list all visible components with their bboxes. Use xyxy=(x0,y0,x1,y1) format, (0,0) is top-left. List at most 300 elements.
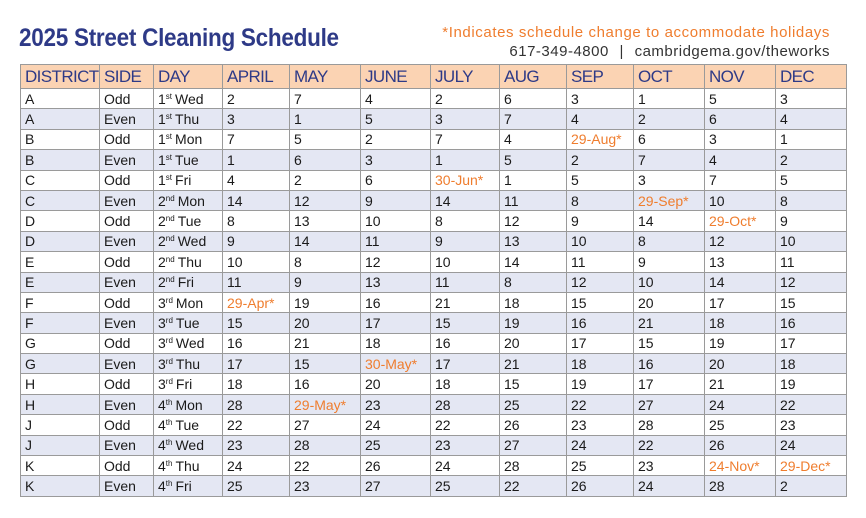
day-ordinal: 3 xyxy=(158,294,166,311)
date-cell: 10 xyxy=(567,231,634,251)
column-header-district: DISTRICT xyxy=(21,65,100,89)
date-cell: 21 xyxy=(500,354,567,374)
date-cell: 22 xyxy=(431,415,500,435)
date-cell: 15 xyxy=(223,313,290,333)
date-cell: 17 xyxy=(634,374,705,394)
table-row xyxy=(21,435,847,455)
date-cell: 17 xyxy=(223,354,290,374)
district-cell: B xyxy=(21,150,100,170)
date-cell: 4 xyxy=(705,150,776,170)
date-cell: 11 xyxy=(431,272,500,292)
date-cell: 20 xyxy=(634,292,705,312)
date-cell: 8 xyxy=(431,211,500,231)
date-cell: 8 xyxy=(223,211,290,231)
date-cell: 17 xyxy=(567,333,634,353)
date-cell: 2 xyxy=(431,89,500,109)
day-ordinal: 1 xyxy=(158,172,166,189)
date-cell: 23 xyxy=(361,394,431,414)
date-cell: 2 xyxy=(776,150,847,170)
date-cell: 6 xyxy=(500,89,567,109)
date-cell: 9 xyxy=(223,231,290,251)
side-cell: Even xyxy=(100,190,154,210)
column-header-april: APRIL xyxy=(223,65,290,89)
date-cell: 21 xyxy=(634,313,705,333)
side-cell: Even xyxy=(100,272,154,292)
date-cell: 26 xyxy=(361,456,431,476)
date-cell: 3 xyxy=(776,89,847,109)
date-cell: 9 xyxy=(634,252,705,272)
date-cell: 24 xyxy=(776,435,847,455)
table-row xyxy=(21,252,847,272)
date-cell: 30-Jun* xyxy=(431,170,500,190)
table-row xyxy=(21,354,847,374)
date-cell: 25 xyxy=(223,476,290,496)
day-cell xyxy=(154,333,223,353)
day-ordinal-suffix: th xyxy=(165,417,173,427)
day-ordinal-suffix: rd xyxy=(165,315,173,325)
date-cell: 15 xyxy=(431,313,500,333)
day-cell xyxy=(154,231,223,251)
date-cell: 25 xyxy=(431,476,500,496)
date-cell: 10 xyxy=(431,252,500,272)
date-cell: 14 xyxy=(500,252,567,272)
side-cell: Odd xyxy=(100,129,154,149)
side-cell: Odd xyxy=(100,415,154,435)
date-cell: 27 xyxy=(361,476,431,496)
date-cell: 14 xyxy=(705,272,776,292)
date-cell: 17 xyxy=(361,313,431,333)
column-header-june: JUNE xyxy=(361,65,431,89)
district-cell: E xyxy=(21,272,100,292)
side-cell: Odd xyxy=(100,333,154,353)
date-cell: 6 xyxy=(634,129,705,149)
column-header-sep: SEP xyxy=(567,65,634,89)
day-weekday: Wed xyxy=(175,437,205,454)
date-cell: 24 xyxy=(431,456,500,476)
day-ordinal-suffix: st xyxy=(165,91,173,101)
side-cell: Even xyxy=(100,435,154,455)
day-ordinal: 4 xyxy=(158,416,166,433)
table-row xyxy=(21,394,847,414)
date-cell: 10 xyxy=(634,272,705,292)
day-ordinal: 1 xyxy=(158,151,166,168)
date-cell: 18 xyxy=(776,354,847,374)
date-cell: 20 xyxy=(500,333,567,353)
side-cell: Odd xyxy=(100,170,154,190)
district-cell: H xyxy=(21,394,100,414)
date-cell: 12 xyxy=(776,272,847,292)
district-cell: A xyxy=(21,89,100,109)
date-cell: 15 xyxy=(634,333,705,353)
day-ordinal-suffix: nd xyxy=(165,193,175,203)
day-cell xyxy=(154,89,223,109)
date-cell: 14 xyxy=(431,190,500,210)
date-cell: 27 xyxy=(290,415,361,435)
date-cell: 21 xyxy=(431,292,500,312)
date-cell: 19 xyxy=(705,333,776,353)
date-cell: 1 xyxy=(500,170,567,190)
date-cell: 3 xyxy=(567,89,634,109)
column-header-dec: DEC xyxy=(776,65,847,89)
column-header-may: MAY xyxy=(290,65,361,89)
date-cell: 15 xyxy=(500,374,567,394)
day-cell xyxy=(154,272,223,292)
day-cell xyxy=(154,109,223,129)
table-row xyxy=(21,456,847,476)
date-cell: 12 xyxy=(705,231,776,251)
day-cell xyxy=(154,456,223,476)
column-header-aug: AUG xyxy=(500,65,567,89)
date-cell: 26 xyxy=(567,476,634,496)
district-cell: A xyxy=(21,109,100,129)
table-row xyxy=(21,272,847,292)
date-cell: 10 xyxy=(776,231,847,251)
page-title: 2025 Street Cleaning Schedule xyxy=(19,24,339,52)
day-weekday: Fri xyxy=(175,376,193,393)
date-cell: 8 xyxy=(634,231,705,251)
district-cell: K xyxy=(21,476,100,496)
day-cell xyxy=(154,129,223,149)
date-cell: 20 xyxy=(361,374,431,394)
date-cell: 12 xyxy=(361,252,431,272)
table-row xyxy=(21,374,847,394)
day-ordinal-suffix: nd xyxy=(165,254,175,264)
date-cell: 1 xyxy=(223,150,290,170)
date-cell: 3 xyxy=(431,109,500,129)
date-cell: 2 xyxy=(361,129,431,149)
date-cell: 1 xyxy=(634,89,705,109)
date-cell: 24 xyxy=(567,435,634,455)
date-cell: 18 xyxy=(361,333,431,353)
date-cell: 20 xyxy=(290,313,361,333)
table-row xyxy=(21,150,847,170)
day-ordinal: 4 xyxy=(158,457,166,474)
date-cell: 5 xyxy=(567,170,634,190)
header-row xyxy=(21,65,847,89)
district-cell: D xyxy=(21,231,100,251)
district-cell: D xyxy=(21,211,100,231)
table-row xyxy=(21,231,847,251)
side-cell: Odd xyxy=(100,89,154,109)
date-cell: 8 xyxy=(567,190,634,210)
day-ordinal-suffix: st xyxy=(165,112,173,122)
date-cell: 16 xyxy=(431,333,500,353)
contact-line xyxy=(509,43,830,60)
date-cell: 1 xyxy=(290,109,361,129)
day-cell xyxy=(154,435,223,455)
day-cell xyxy=(154,415,223,435)
date-cell: 25 xyxy=(500,394,567,414)
date-cell: 13 xyxy=(705,252,776,272)
website-link[interactable]: cambridgema.gov/theworks xyxy=(634,43,830,60)
date-cell: 5 xyxy=(776,170,847,190)
side-cell: Odd xyxy=(100,252,154,272)
day-ordinal: 2 xyxy=(158,253,166,270)
date-cell: 8 xyxy=(500,272,567,292)
date-cell: 6 xyxy=(705,109,776,129)
day-ordinal: 4 xyxy=(158,437,166,454)
date-cell: 28 xyxy=(705,476,776,496)
day-ordinal: 4 xyxy=(158,396,166,413)
date-cell: 28 xyxy=(290,435,361,455)
side-cell: Odd xyxy=(100,456,154,476)
date-cell: 23 xyxy=(634,456,705,476)
date-cell: 7 xyxy=(634,150,705,170)
date-cell: 24 xyxy=(705,394,776,414)
date-cell: 1 xyxy=(776,129,847,149)
day-weekday: Fri xyxy=(175,172,192,189)
date-cell: 29-Dec* xyxy=(776,456,847,476)
date-cell: 5 xyxy=(705,89,776,109)
day-weekday: Wed xyxy=(175,90,204,107)
day-weekday: Tue xyxy=(177,213,202,230)
side-cell: Even xyxy=(100,313,154,333)
contact-separator: | xyxy=(619,43,624,60)
date-cell: 2 xyxy=(290,170,361,190)
date-cell: 7 xyxy=(290,89,361,109)
day-weekday: Mon xyxy=(175,131,203,148)
date-cell: 19 xyxy=(290,292,361,312)
date-cell: 22 xyxy=(290,456,361,476)
date-cell: 18 xyxy=(223,374,290,394)
date-cell: 8 xyxy=(290,252,361,272)
day-ordinal: 3 xyxy=(158,376,166,393)
date-cell: 16 xyxy=(223,333,290,353)
date-cell: 26 xyxy=(500,415,567,435)
date-cell: 16 xyxy=(567,313,634,333)
date-cell: 18 xyxy=(431,374,500,394)
day-weekday: Mon xyxy=(175,396,203,413)
day-ordinal-suffix: rd xyxy=(165,356,173,366)
day-ordinal-suffix: rd xyxy=(165,295,173,305)
date-cell: 11 xyxy=(776,252,847,272)
day-ordinal-suffix: st xyxy=(165,152,173,162)
date-cell: 26 xyxy=(705,435,776,455)
day-ordinal: 3 xyxy=(158,314,166,331)
table-row xyxy=(21,415,847,435)
date-cell: 21 xyxy=(705,374,776,394)
date-cell: 22 xyxy=(500,476,567,496)
date-cell: 5 xyxy=(290,129,361,149)
date-cell: 24-Nov* xyxy=(705,456,776,476)
day-ordinal-suffix: th xyxy=(165,479,173,489)
date-cell: 28 xyxy=(223,394,290,414)
side-cell: Odd xyxy=(100,211,154,231)
date-cell: 28 xyxy=(431,394,500,414)
day-ordinal-suffix: nd xyxy=(165,275,175,285)
day-weekday: Fri xyxy=(175,478,192,495)
date-cell: 6 xyxy=(290,150,361,170)
date-cell: 15 xyxy=(776,292,847,312)
date-cell: 9 xyxy=(290,272,361,292)
date-cell: 17 xyxy=(705,292,776,312)
table-row xyxy=(21,129,847,149)
district-cell: B xyxy=(21,129,100,149)
day-ordinal: 4 xyxy=(158,478,166,495)
date-cell: 5 xyxy=(361,109,431,129)
date-cell: 2 xyxy=(567,150,634,170)
date-cell: 24 xyxy=(361,415,431,435)
date-cell: 27 xyxy=(634,394,705,414)
date-cell: 29-Apr* xyxy=(223,292,290,312)
day-ordinal: 3 xyxy=(158,355,166,372)
date-cell: 16 xyxy=(634,354,705,374)
date-cell: 1 xyxy=(431,150,500,170)
date-cell: 9 xyxy=(776,211,847,231)
date-cell: 14 xyxy=(634,211,705,231)
date-cell: 29-Sep* xyxy=(634,190,705,210)
date-cell: 11 xyxy=(500,190,567,210)
column-header-nov: NOV xyxy=(705,65,776,89)
date-cell: 29-Oct* xyxy=(705,211,776,231)
day-ordinal-suffix: st xyxy=(165,173,173,183)
date-cell: 20 xyxy=(705,354,776,374)
day-ordinal: 3 xyxy=(158,335,166,352)
date-cell: 10 xyxy=(223,252,290,272)
district-cell: F xyxy=(21,292,100,312)
district-cell: G xyxy=(21,354,100,374)
date-cell: 24 xyxy=(634,476,705,496)
date-cell: 3 xyxy=(705,129,776,149)
day-ordinal-suffix: th xyxy=(165,438,173,448)
date-cell: 24 xyxy=(223,456,290,476)
date-cell: 12 xyxy=(567,272,634,292)
date-cell: 28 xyxy=(634,415,705,435)
district-cell: K xyxy=(21,456,100,476)
day-weekday: Tue xyxy=(175,151,199,168)
district-cell: G xyxy=(21,333,100,353)
date-cell: 4 xyxy=(361,89,431,109)
day-ordinal-suffix: th xyxy=(165,397,173,407)
date-cell: 25 xyxy=(567,456,634,476)
date-cell: 23 xyxy=(223,435,290,455)
day-ordinal-suffix: nd xyxy=(165,234,175,244)
district-cell: C xyxy=(21,190,100,210)
day-cell xyxy=(154,313,223,333)
table-row xyxy=(21,313,847,333)
schedule-table xyxy=(20,64,847,497)
day-ordinal-suffix: rd xyxy=(165,336,173,346)
date-cell: 16 xyxy=(290,374,361,394)
date-cell: 22 xyxy=(567,394,634,414)
day-weekday: Mon xyxy=(175,294,204,311)
side-cell: Even xyxy=(100,150,154,170)
date-cell: 3 xyxy=(634,170,705,190)
side-cell: Even xyxy=(100,394,154,414)
day-ordinal-suffix: st xyxy=(165,132,173,142)
date-cell: 9 xyxy=(431,231,500,251)
date-cell: 23 xyxy=(776,415,847,435)
date-cell: 14 xyxy=(290,231,361,251)
date-cell: 8 xyxy=(776,190,847,210)
table-row xyxy=(21,190,847,210)
date-cell: 25 xyxy=(705,415,776,435)
column-header-oct: OCT xyxy=(634,65,705,89)
day-cell xyxy=(154,476,223,496)
date-cell: 3 xyxy=(361,150,431,170)
side-cell: Even xyxy=(100,109,154,129)
day-ordinal: 2 xyxy=(158,192,166,209)
district-cell: C xyxy=(21,170,100,190)
day-ordinal: 2 xyxy=(158,233,166,250)
date-cell: 13 xyxy=(361,272,431,292)
day-cell xyxy=(154,292,223,312)
date-cell: 10 xyxy=(705,190,776,210)
schedule-body xyxy=(21,89,847,497)
date-cell: 16 xyxy=(361,292,431,312)
day-weekday: Wed xyxy=(175,335,205,352)
date-cell: 13 xyxy=(500,231,567,251)
date-cell: 19 xyxy=(500,313,567,333)
day-ordinal: 2 xyxy=(158,213,166,230)
column-header-side: SIDE xyxy=(100,65,154,89)
date-cell: 18 xyxy=(500,292,567,312)
date-cell: 11 xyxy=(361,231,431,251)
date-cell: 17 xyxy=(431,354,500,374)
date-cell: 2 xyxy=(634,109,705,129)
date-cell: 7 xyxy=(431,129,500,149)
district-cell: H xyxy=(21,374,100,394)
date-cell: 11 xyxy=(223,272,290,292)
date-cell: 19 xyxy=(776,374,847,394)
date-cell: 2 xyxy=(223,89,290,109)
date-cell: 27 xyxy=(500,435,567,455)
date-cell: 22 xyxy=(776,394,847,414)
side-cell: Odd xyxy=(100,374,154,394)
side-cell: Even xyxy=(100,476,154,496)
phone-number: 617-349-4800 xyxy=(509,43,609,60)
district-cell: J xyxy=(21,415,100,435)
date-cell: 23 xyxy=(290,476,361,496)
date-cell: 15 xyxy=(290,354,361,374)
day-cell xyxy=(154,374,223,394)
day-cell xyxy=(154,354,223,374)
day-ordinal: 1 xyxy=(158,131,166,148)
day-weekday: Thu xyxy=(175,457,200,474)
district-cell: J xyxy=(21,435,100,455)
date-cell: 13 xyxy=(290,211,361,231)
day-cell xyxy=(154,150,223,170)
date-cell: 11 xyxy=(567,252,634,272)
date-cell: 7 xyxy=(223,129,290,149)
date-cell: 5 xyxy=(500,150,567,170)
day-ordinal-suffix: th xyxy=(165,458,173,468)
date-cell: 7 xyxy=(500,109,567,129)
day-cell xyxy=(154,394,223,414)
date-cell: 18 xyxy=(705,313,776,333)
date-cell: 9 xyxy=(567,211,634,231)
day-weekday: Mon xyxy=(177,192,205,209)
day-weekday: Thu xyxy=(177,253,202,270)
date-cell: 4 xyxy=(776,109,847,129)
day-weekday: Tue xyxy=(175,416,200,433)
date-cell: 28 xyxy=(500,456,567,476)
day-weekday: Thu xyxy=(175,355,201,372)
column-header-day: DAY xyxy=(154,65,223,89)
date-cell: 7 xyxy=(705,170,776,190)
date-cell: 23 xyxy=(431,435,500,455)
date-cell: 12 xyxy=(500,211,567,231)
table-row xyxy=(21,211,847,231)
date-cell: 4 xyxy=(500,129,567,149)
table-row xyxy=(21,292,847,312)
date-cell: 29-Aug* xyxy=(567,129,634,149)
day-cell xyxy=(154,170,223,190)
table-row xyxy=(21,476,847,496)
day-cell xyxy=(154,211,223,231)
date-cell: 10 xyxy=(361,211,431,231)
date-cell: 18 xyxy=(567,354,634,374)
